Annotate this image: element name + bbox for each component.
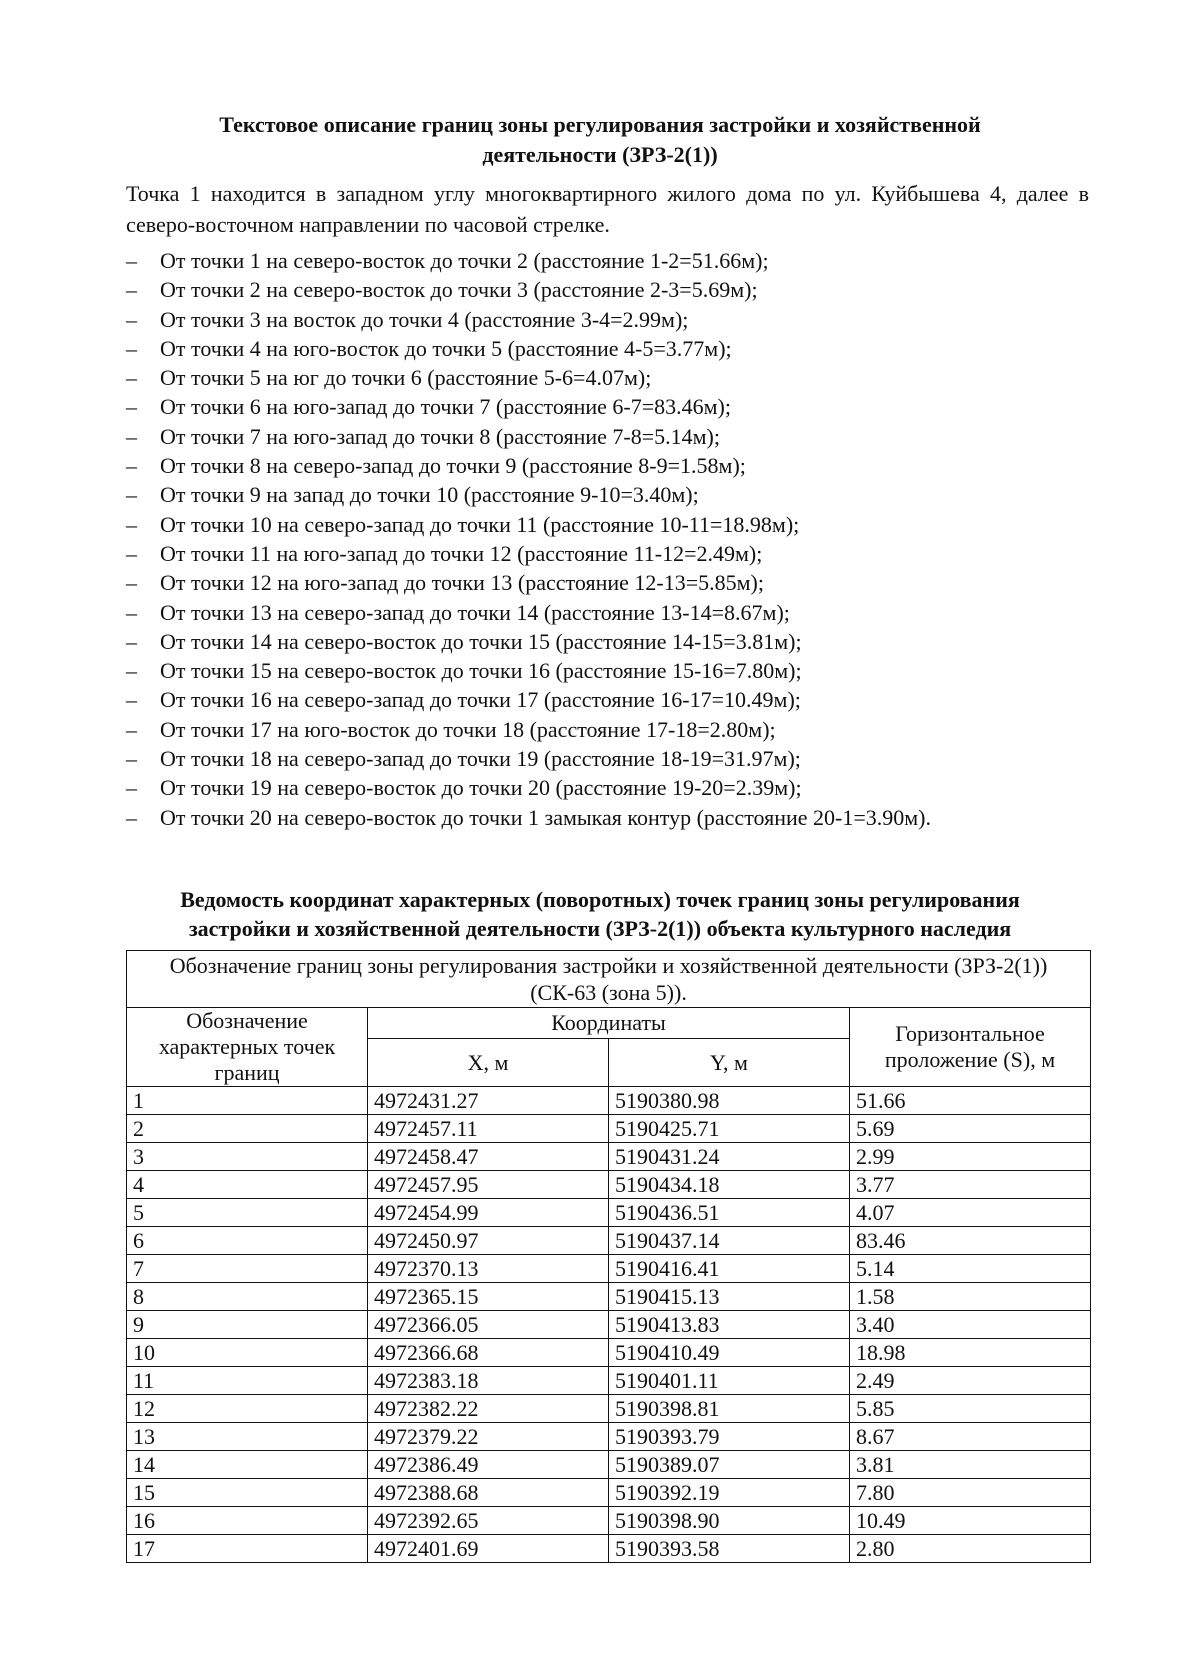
point-number-cell: 6 (127, 1227, 368, 1255)
boundary-step (126, 246, 1096, 275)
table-row (127, 1283, 1091, 1311)
distance-cell: 8.67 (850, 1423, 1091, 1451)
point-number-cell: 10 (127, 1339, 368, 1367)
boundary-step-text: От точки 18 на северо-запад до точки 19 (расстояние 18-19=31.97м); (160, 746, 801, 772)
y-coordinate-cell: 5190436.51 (609, 1199, 850, 1227)
table-body (127, 1087, 1091, 1563)
x-coordinate-cell: 4972366.05 (368, 1311, 609, 1339)
table-row (127, 1451, 1091, 1479)
dash-bullet: – (126, 453, 137, 479)
boundary-step (126, 715, 1096, 744)
distance-cell: 2.80 (850, 1535, 1091, 1563)
point-number-cell: 7 (127, 1255, 368, 1283)
distance-cell: 3.40 (850, 1311, 1091, 1339)
boundary-step-text: От точки 16 на северо-запад до точки 17 (расстояние 16-17=10.49м); (160, 687, 801, 713)
boundary-step (126, 305, 1096, 334)
boundary-step (126, 539, 1096, 568)
distance-cell: 1.58 (850, 1283, 1091, 1311)
point-number-cell: 11 (127, 1367, 368, 1395)
distance-cell: 83.46 (850, 1227, 1091, 1255)
section-title (0, 110, 1200, 170)
boundary-step (126, 656, 1096, 685)
table-row (127, 1199, 1091, 1227)
boundary-step (126, 392, 1096, 421)
y-coordinate-cell: 5190401.11 (609, 1367, 850, 1395)
boundary-step-text: От точки 3 на восток до точки 4 (расстояние 3-4=2.99м); (160, 306, 689, 332)
distance-cell: 7.80 (850, 1479, 1091, 1507)
dash-bullet: – (126, 570, 137, 596)
point-number-cell: 14 (127, 1451, 368, 1479)
dash-bullet: – (126, 423, 137, 449)
boundary-step-text: От точки 9 на запад до точки 10 (расстояние 9-10=3.40м); (160, 482, 699, 508)
dash-bullet: – (126, 716, 137, 742)
y-coordinate-cell: 5190393.58 (609, 1535, 850, 1563)
boundary-step (126, 627, 1096, 656)
point-number-cell: 16 (127, 1507, 368, 1535)
boundary-step (126, 598, 1096, 627)
header-x: X, м (368, 1039, 609, 1087)
boundary-step (126, 480, 1096, 509)
dash-bullet: – (126, 248, 137, 273)
boundary-step-text: От точки 4 на юго-восток до точки 5 (расстояние 4-5=3.77м); (160, 335, 732, 361)
boundary-step-text: От точки 11 на юго-запад до точки 12 (расстояние 11-12=2.49м); (160, 540, 763, 566)
boundary-step (126, 568, 1096, 597)
point-number-cell: 17 (127, 1535, 368, 1563)
boundary-step-text: От точки 12 на юго-запад до точки 13 (расстояние 12-13=5.85м); (160, 570, 764, 596)
boundary-step (126, 451, 1096, 480)
x-coordinate-cell: 4972382.22 (368, 1395, 609, 1423)
boundary-step-text: От точки 14 на северо-восток до точки 15 (расстояние 14-15=3.81м); (160, 628, 802, 654)
boundary-step-text: От точки 8 на северо-запад до точки 9 (расстояние 8-9=1.58м); (160, 453, 746, 479)
distance-cell: 10.49 (850, 1507, 1091, 1535)
x-coordinate-cell: 4972379.22 (368, 1423, 609, 1451)
dash-bullet: – (126, 804, 137, 830)
boundary-step-text: От точки 15 на северо-восток до точки 16 (расстояние 15-16=7.80м); (160, 658, 802, 684)
distance-cell: 3.77 (850, 1171, 1091, 1199)
y-coordinate-cell: 5190437.14 (609, 1227, 850, 1255)
section-title-line-2: деятельности (ЗРЗ-2(1)) (482, 142, 718, 167)
boundary-step-text: От точки 17 на юго-восток до точки 18 (расстояние 17-18=2.80м); (160, 716, 776, 742)
dash-bullet: – (126, 482, 137, 508)
point-number-cell: 4 (127, 1171, 368, 1199)
coordinates-table (126, 950, 1091, 1563)
point-number-cell: 15 (127, 1479, 368, 1507)
table-caption-row (127, 951, 1091, 1008)
boundary-step (126, 363, 1096, 392)
y-coordinate-cell: 5190431.24 (609, 1143, 850, 1171)
distance-cell: 4.07 (850, 1199, 1091, 1227)
point-number-cell: 9 (127, 1311, 368, 1339)
dash-bullet: – (126, 540, 137, 566)
distance-cell: 51.66 (850, 1087, 1091, 1115)
dash-bullet: – (126, 277, 137, 303)
boundary-step-text: От точки 5 на юг до точки 6 (расстояние 5-6=4.07м); (160, 365, 652, 391)
dash-bullet: – (126, 335, 137, 361)
point-number-cell: 1 (127, 1087, 368, 1115)
y-coordinate-cell: 5190398.81 (609, 1395, 850, 1423)
x-coordinate-cell: 4972366.68 (368, 1339, 609, 1367)
table-row (127, 1227, 1091, 1255)
point-number-cell: 3 (127, 1143, 368, 1171)
x-coordinate-cell: 4972458.47 (368, 1143, 609, 1171)
header-y: Y, м (609, 1039, 850, 1087)
header-horizontal-distance: Горизонтальное проложение (S), м (850, 1008, 1091, 1087)
x-coordinate-cell: 4972457.95 (368, 1171, 609, 1199)
boundary-step (126, 744, 1096, 773)
y-coordinate-cell: 5190398.90 (609, 1507, 850, 1535)
table-row (127, 1339, 1091, 1367)
dash-bullet: – (126, 628, 137, 654)
x-coordinate-cell: 4972383.18 (368, 1367, 609, 1395)
distance-cell: 2.49 (850, 1367, 1091, 1395)
x-coordinate-cell: 4972401.69 (368, 1535, 609, 1563)
y-coordinate-cell: 5190380.98 (609, 1087, 850, 1115)
boundary-step-text: От точки 2 на северо-восток до точки 3 (расстояние 2-3=5.69м); (160, 277, 758, 303)
x-coordinate-cell: 4972457.11 (368, 1115, 609, 1143)
boundary-step (126, 773, 1096, 802)
point-number-cell: 13 (127, 1423, 368, 1451)
boundary-step (126, 510, 1096, 539)
y-coordinate-cell: 5190393.79 (609, 1423, 850, 1451)
y-coordinate-cell: 5190392.19 (609, 1479, 850, 1507)
x-coordinate-cell: 4972388.68 (368, 1479, 609, 1507)
dash-bullet: – (126, 394, 137, 420)
x-coordinate-cell: 4972450.97 (368, 1227, 609, 1255)
table-row (127, 1367, 1091, 1395)
point-number-cell: 2 (127, 1115, 368, 1143)
table-row (127, 1479, 1091, 1507)
boundary-step (126, 803, 1096, 832)
y-coordinate-cell: 5190416.41 (609, 1255, 850, 1283)
boundary-step-text: От точки 19 на северо-восток до точки 20 (расстояние 19-20=2.39м); (160, 775, 802, 801)
point-number-cell: 12 (127, 1395, 368, 1423)
boundary-step (126, 685, 1096, 714)
y-coordinate-cell: 5190413.83 (609, 1311, 850, 1339)
y-coordinate-cell: 5190415.13 (609, 1283, 850, 1311)
table-row (127, 1311, 1091, 1339)
dash-bullet: – (126, 306, 137, 332)
boundary-step (126, 275, 1096, 304)
table-row (127, 1087, 1091, 1115)
table-header-row (127, 1008, 1091, 1039)
table-row (127, 1507, 1091, 1535)
table-title (0, 885, 1200, 943)
table-row (127, 1143, 1091, 1171)
x-coordinate-cell: 4972392.65 (368, 1507, 609, 1535)
boundary-step-text: От точки 13 на северо-запад до точки 14 (расстояние 13-14=8.67м); (160, 599, 790, 625)
distance-cell: 3.81 (850, 1451, 1091, 1479)
dash-bullet: – (126, 658, 137, 684)
dash-bullet: – (126, 687, 137, 713)
point-number-cell: 5 (127, 1199, 368, 1227)
dash-bullet: – (126, 365, 137, 391)
boundary-step (126, 334, 1096, 363)
boundary-step-text: От точки 1 на северо-восток до точки 2 (расстояние 1-2=51.66м); (160, 248, 769, 273)
distance-cell: 5.85 (850, 1395, 1091, 1423)
header-coordinates: Координаты (368, 1008, 850, 1039)
table-row (127, 1115, 1091, 1143)
x-coordinate-cell: 4972431.27 (368, 1087, 609, 1115)
boundary-step-text: От точки 10 на северо-запад до точки 11 (расстояние 10-11=18.98м); (160, 511, 800, 537)
dash-bullet: – (126, 511, 137, 537)
boundary-step-text: От точки 20 на северо-восток до точки 1 замыкая контур (расстояние 20-1=3.90м). (160, 804, 932, 830)
y-coordinate-cell: 5190425.71 (609, 1115, 850, 1143)
x-coordinate-cell: 4972365.15 (368, 1283, 609, 1311)
section-title-line-1: Текстовое описание границ зоны регулирования застройки и хозяйственной (219, 112, 981, 137)
table-title-line-2: застройки и хозяйственной деятельности (ЗРЗ-2(1)) объекта культурного наследия (188, 916, 1012, 941)
x-coordinate-cell: 4972386.49 (368, 1451, 609, 1479)
distance-cell: 5.69 (850, 1115, 1091, 1143)
x-coordinate-cell: 4972370.13 (368, 1255, 609, 1283)
distance-cell: 18.98 (850, 1339, 1091, 1367)
intro-paragraph: Точка 1 находится в западном углу многоквартирного жилого дома по ул. Куйбышева 4, далее в северо-восточном направлении по часовой стрелке. (126, 181, 1089, 237)
y-coordinate-cell: 5190434.18 (609, 1171, 850, 1199)
dash-bullet: – (126, 599, 137, 625)
point-number-cell: 8 (127, 1283, 368, 1311)
distance-cell: 2.99 (850, 1143, 1091, 1171)
dash-bullet: – (126, 746, 137, 772)
table-row (127, 1535, 1091, 1563)
boundary-step-text: От точки 7 на юго-запад до точки 8 (расстояние 7-8=5.14м); (160, 423, 720, 449)
table-row (127, 1171, 1091, 1199)
y-coordinate-cell: 5190389.07 (609, 1451, 850, 1479)
boundary-step (126, 422, 1096, 451)
x-coordinate-cell: 4972454.99 (368, 1199, 609, 1227)
table-row (127, 1423, 1091, 1451)
table-caption: Обозначение границ зоны регулирования застройки и хозяйственной деятельности (ЗРЗ-2(1)) (СК-63 (зона 5)). (127, 951, 1091, 1008)
table-row (127, 1395, 1091, 1423)
table-row (127, 1255, 1091, 1283)
y-coordinate-cell: 5190410.49 (609, 1339, 850, 1367)
boundary-step-text: От точки 6 на юго-запад до точки 7 (расстояние 6-7=83.46м); (160, 394, 731, 420)
distance-cell: 5.14 (850, 1255, 1091, 1283)
dash-bullet: – (126, 775, 137, 801)
header-point-designation: Обозначение характерных точек границ (127, 1008, 368, 1087)
boundary-steps-list (126, 246, 1096, 832)
table-title-line-1: Ведомость координат характерных (поворотных) точек границ зоны регулирования (180, 887, 1020, 912)
